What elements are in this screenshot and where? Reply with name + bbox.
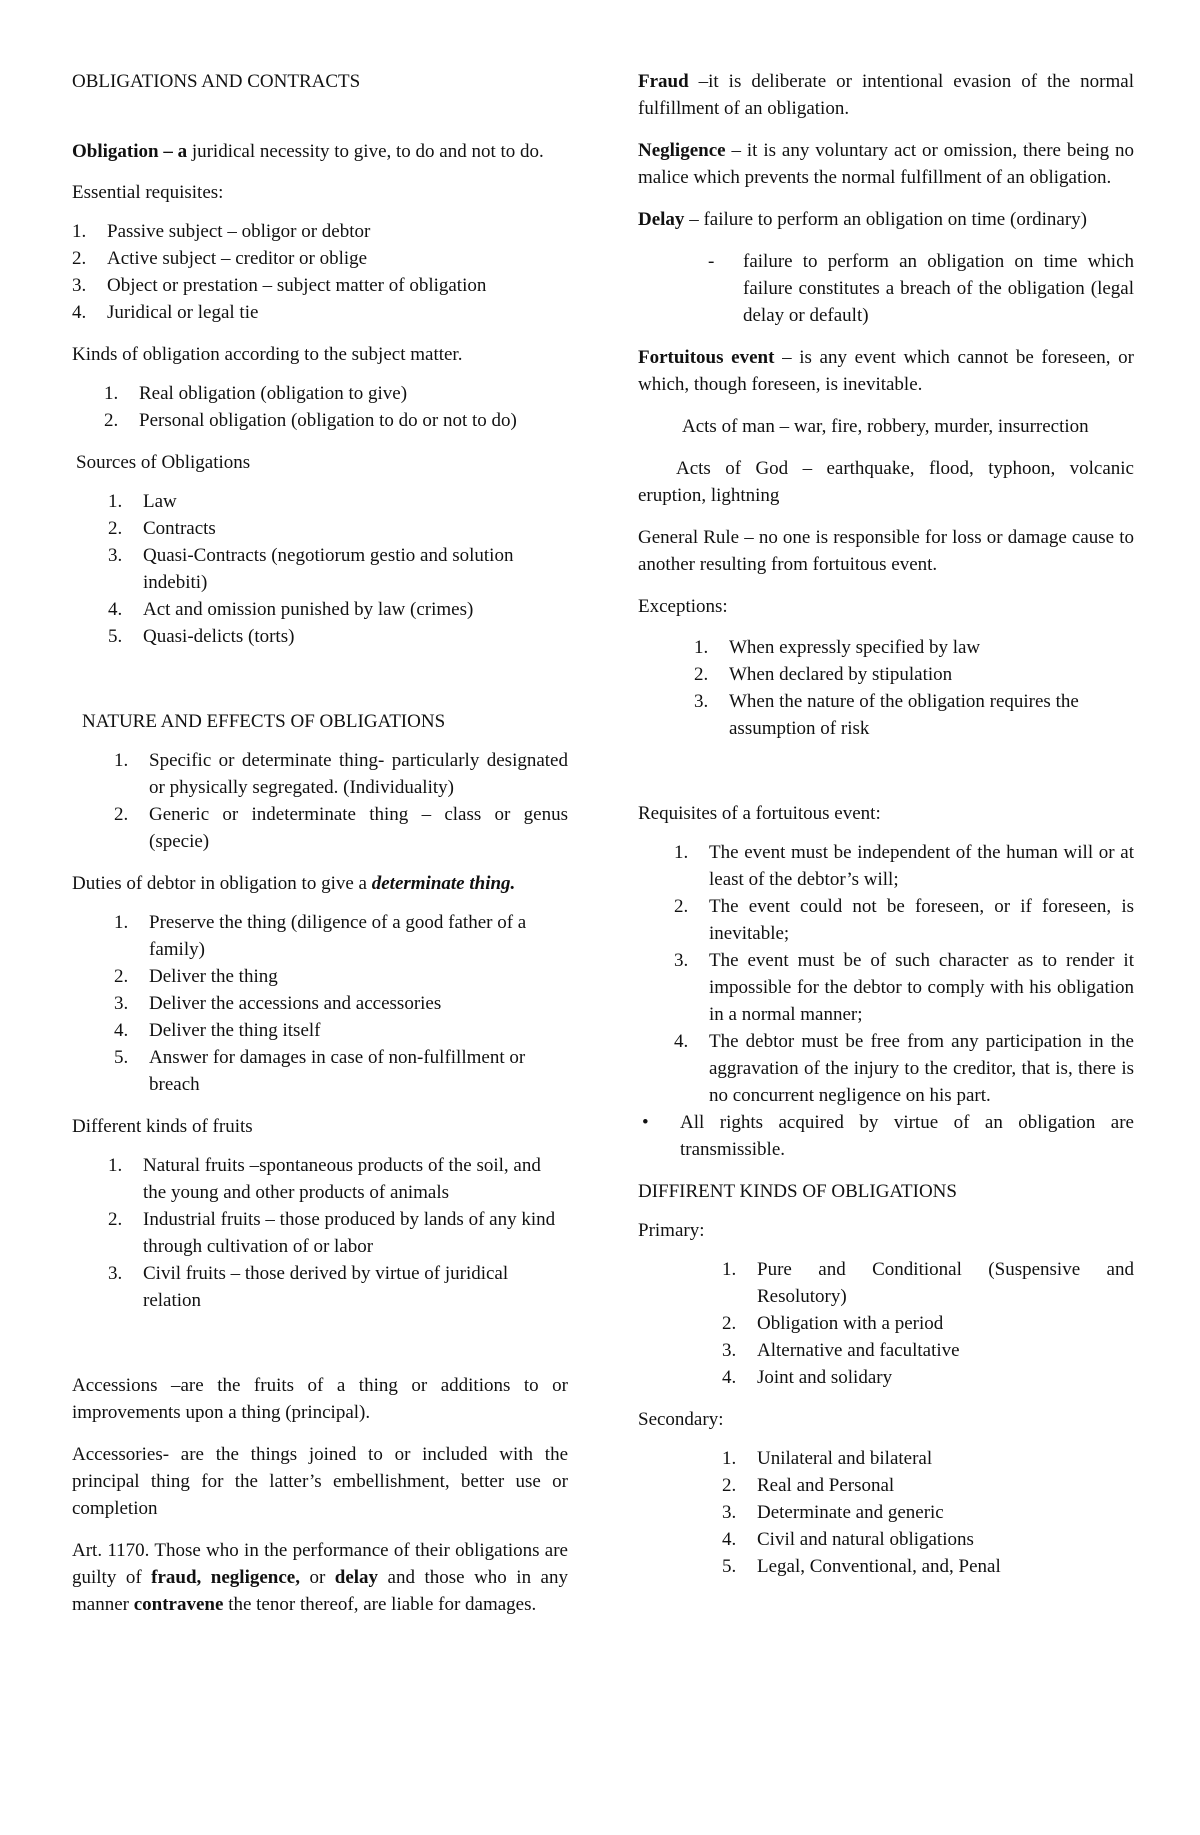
list-item: 4. Deliver the thing itself: [114, 1020, 321, 1041]
list-item: 2. Generic or indeterminate thing – class or genus (specie): [114, 804, 568, 852]
list-item: 4. Act and omission punished by law (crimes): [108, 599, 474, 620]
fortuitous-requisites-label: Requisites of a fortuitous event:: [638, 803, 881, 824]
list-item: 3. When the nature of the obligation requires the assumption of risk: [694, 691, 1079, 739]
list-item: 5. Legal, Conventional, and, Penal: [722, 1556, 1001, 1577]
list-item: 1. Unilateral and bilateral: [722, 1448, 933, 1469]
list-item: 4. The debtor must be free from any participation in the aggravation of the injury to the creditor, that is, there is no concurrent negligence on his part.: [674, 1031, 1134, 1106]
list-item: 5. Answer for damages in case of non-fulfillment or breach: [114, 1047, 526, 1095]
transmissible-note: • All rights acquired by virtue of an obligation are transmissible.: [642, 1112, 1134, 1160]
list-item: 1. Specific or determinate thing- particularly designated or physically segregated. (Individuality): [114, 750, 568, 798]
list-item: 2. Industrial fruits – those produced by lands of any kind through cultivation of or labor: [108, 1209, 556, 1257]
acts-of-man: Acts of man – war, fire, robbery, murder, insurrection: [682, 416, 1089, 437]
list-item: 2. Real and Personal: [722, 1475, 895, 1496]
list-item: 3. Civil fruits – those derived by virtue of juridical relation: [108, 1263, 509, 1311]
list-item: 1. Pure and Conditional (Suspensive and Resolutory): [722, 1259, 1134, 1307]
list-item: 1. The event must be independent of the human will or at least of the debtor’s will;: [674, 842, 1134, 890]
list-item: 3. Deliver the accessions and accessories: [114, 993, 442, 1014]
article-1170: Art. 1170. Those who in the performance of their obligations are guilty of fraud, negligence, or delay and those who in any manner contravene the tenor thereof, are liable for damages.: [72, 1540, 568, 1615]
kinds-list: [72, 380, 568, 434]
list-item: 1. Passive subject – obligor or debtor: [72, 221, 371, 242]
exceptions-label: Exceptions:: [638, 596, 728, 617]
right-column: [638, 68, 1134, 1595]
fortuitous-requisites-list: [638, 839, 1134, 1109]
secondary-label: Secondary:: [638, 1409, 724, 1430]
fruits-list: [72, 1152, 568, 1314]
list-item: 1. Real obligation (obligation to give): [104, 383, 408, 404]
list-item: 3. Object or prestation – subject matter of obligation: [72, 275, 487, 296]
document-title: OBLIGATIONS AND CONTRACTS: [72, 71, 361, 92]
list-item: 2. Contracts: [108, 518, 216, 539]
sources-list: [72, 488, 568, 650]
list-item: 1. Law: [108, 491, 177, 512]
duties-label: Duties of debtor in obligation to give a determinate thing.: [72, 873, 516, 894]
primary-list: [638, 1256, 1134, 1391]
list-item: 5. Quasi-delicts (torts): [108, 626, 295, 647]
fortuitous-definition: Fortuitous event – is any event which cannot be foreseen, or which, though foreseen, is inevitable.: [638, 347, 1135, 395]
left-column: [72, 68, 568, 1633]
kinds-heading: DIFFIRENT KINDS OF OBLIGATIONS: [638, 1181, 957, 1202]
list-item: 4. Civil and natural obligations: [722, 1529, 974, 1550]
list-item: 2. Active subject – creditor or oblige: [72, 248, 368, 269]
delay-definition: Delay – failure to perform an obligation on time (ordinary): [638, 209, 1088, 230]
negligence-definition: Negligence – it is any voluntary act or omission, there being no malice which prevents the normal fulfillment of an obligation.: [638, 140, 1134, 188]
accessories-definition: Accessories- are the things joined to or included with the principal thing for the latter’s embellishment, better use or completion: [72, 1444, 568, 1519]
kinds-label: Kinds of obligation according to the subject matter.: [72, 344, 463, 365]
list-item: 1. Natural fruits –spontaneous products of the soil, and the young and other products of animals: [108, 1155, 541, 1203]
primary-label: Primary:: [638, 1220, 705, 1241]
list-item: 2. When declared by stipulation: [694, 664, 953, 685]
delay-legal-item: - failure to perform an obligation on time which failure constitutes a breach of the obligation (legal delay or default): [708, 251, 1134, 326]
things-list: [72, 747, 568, 855]
exceptions-list: [638, 634, 1134, 742]
duties-list: [72, 909, 568, 1098]
fraud-definition: Fraud –it is deliberate or intentional evasion of the normal fulfillment of an obligation.: [638, 71, 1134, 119]
list-item: 4. Joint and solidary: [722, 1367, 893, 1388]
list-item: 2. Obligation with a period: [722, 1313, 944, 1334]
list-item: 4. Juridical or legal tie: [72, 302, 259, 323]
fruits-label: Different kinds of fruits: [72, 1116, 253, 1137]
nature-heading: NATURE AND EFFECTS OF OBLIGATIONS: [82, 711, 446, 732]
list-item: 3. Quasi-Contracts (negotiorum gestio and solution indebiti): [108, 545, 514, 593]
acts-of-god: Acts of God – earthquake, flood, typhoon, volcanic eruption, lightning: [638, 458, 1134, 506]
accessions-definition: Accessions –are the fruits of a thing or additions to or improvements upon a thing (principal).: [72, 1375, 568, 1423]
list-item: 3. Determinate and generic: [722, 1502, 944, 1523]
obligation-definition: Obligation – a juridical necessity to give, to do and not to do.: [72, 141, 544, 162]
requisites-list: [72, 218, 568, 326]
list-item: 3. Alternative and facultative: [722, 1340, 960, 1361]
list-item: 3. The event must be of such character as to render it impossible for the debtor to comply with his obligation in a normal manner;: [674, 950, 1134, 1025]
requisites-label: Essential requisites:: [72, 182, 224, 203]
list-item: 1. When expressly specified by law: [694, 637, 981, 658]
list-item: 1. Preserve the thing (diligence of a good father of a family): [114, 912, 527, 960]
list-item: 2. Personal obligation (obligation to do or not to do): [104, 410, 517, 431]
secondary-list: [638, 1445, 1134, 1580]
general-rule: General Rule – no one is responsible for loss or damage cause to another resulting from fortuitous event.: [638, 527, 1134, 575]
list-item: 2. Deliver the thing: [114, 966, 278, 987]
list-item: 2. The event could not be foreseen, or if foreseen, is inevitable;: [674, 896, 1134, 944]
sources-label: Sources of Obligations: [76, 452, 251, 473]
